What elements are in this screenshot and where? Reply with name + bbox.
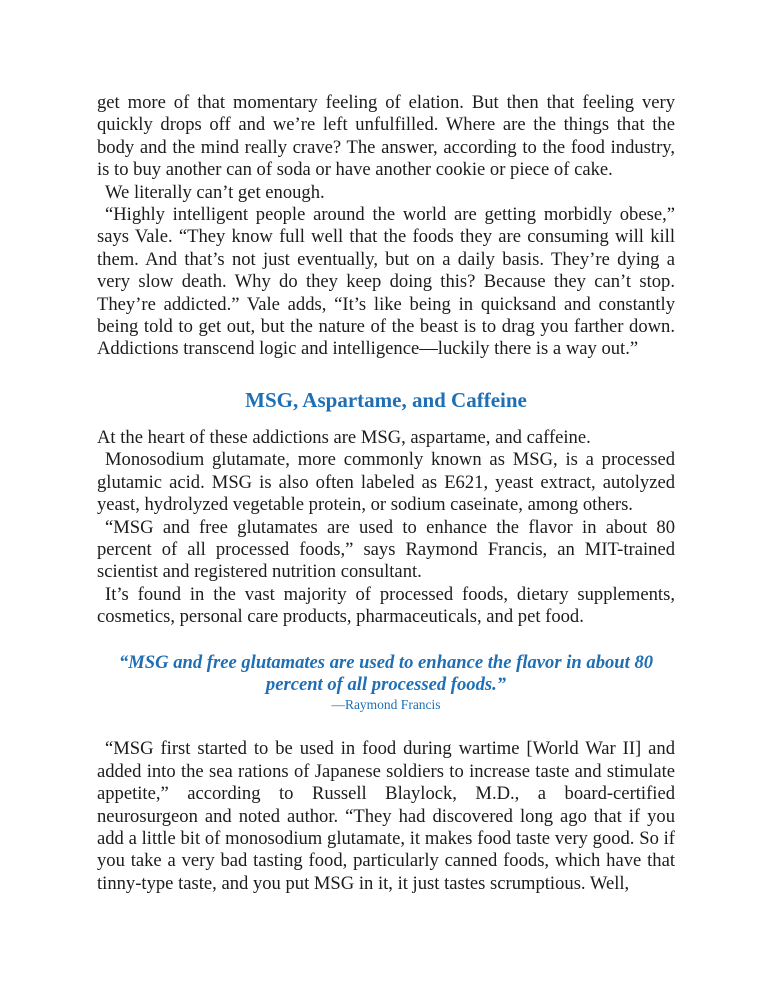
body-paragraph: At the heart of these addictions are MSG, aspartame, and caffeine. <box>97 426 591 448</box>
body-paragraph: We literally can’t get enough. <box>105 181 325 203</box>
body-paragraph: It’s found in the vast majority of processed foods, dietary supplements, cosmetics, personal care products, pharmaceuticals, and pet food. <box>97 583 675 628</box>
body-paragraph: Monosodium glutamate, more commonly known as MSG, is a processed glutamic acid. MSG is also often labeled as E621, yeast extract, autolyzed yeast, hydrolyzed vegetable protein, or sodium caseinate, among others. <box>97 449 675 516</box>
page-body <box>97 92 675 895</box>
body-paragraph: “Highly intelligent people around the world are getting morbidly obese,” says Vale. “They know full well that the foods they are consuming will kill them. And that’s not just eventually, but on a daily basis. They’re dying a very slow death. Why do they keep doing this? Because they can’t stop. They’re addicted.” Vale adds, “It’s like being in quicksand and constantly being told to get out, but the nature of the beast is to drag you farther down. Addictions transcend logic and intelligence—luckily there is a way out.” <box>97 204 675 360</box>
pull-quote: “MSG and free glutamates are used to enhance the flavor in about 80 percent of all processed foods.” <box>118 651 654 695</box>
body-paragraph: “MSG first started to be used in food during wartime [World War II] and added into the sea rations of Japanese soldiers to increase taste and stimulate appetite,” according to Russell Blaylock, M.D., a board-certified neurosurgeon and noted author. “They had discovered long ago that if you add a little bit of monosodium glutamate, it makes food taste very good. So if you take a very bad tasting food, particularly canned foods, which have that tinny-type taste, and you put MSG in it, it just tastes scrumptious. Well, <box>97 738 675 894</box>
body-paragraph: get more of that momentary feeling of elation. But then that feeling very quickly drops off and we’re left unfulfilled. Where are the things that the body and the mind really crave? The answer, according to the food industry, is to buy another can of soda or have another cookie or piece of cake. <box>97 92 675 181</box>
section-heading: MSG, Aspartame, and Caffeine <box>245 387 527 412</box>
body-paragraph: “MSG and free glutamates are used to enhance the flavor in about 80 percent of all processed foods,” says Raymond Francis, an MIT-trained scientist and registered nutrition consultant. <box>97 516 675 583</box>
pull-quote-attribution: —Raymond Francis <box>331 697 441 713</box>
